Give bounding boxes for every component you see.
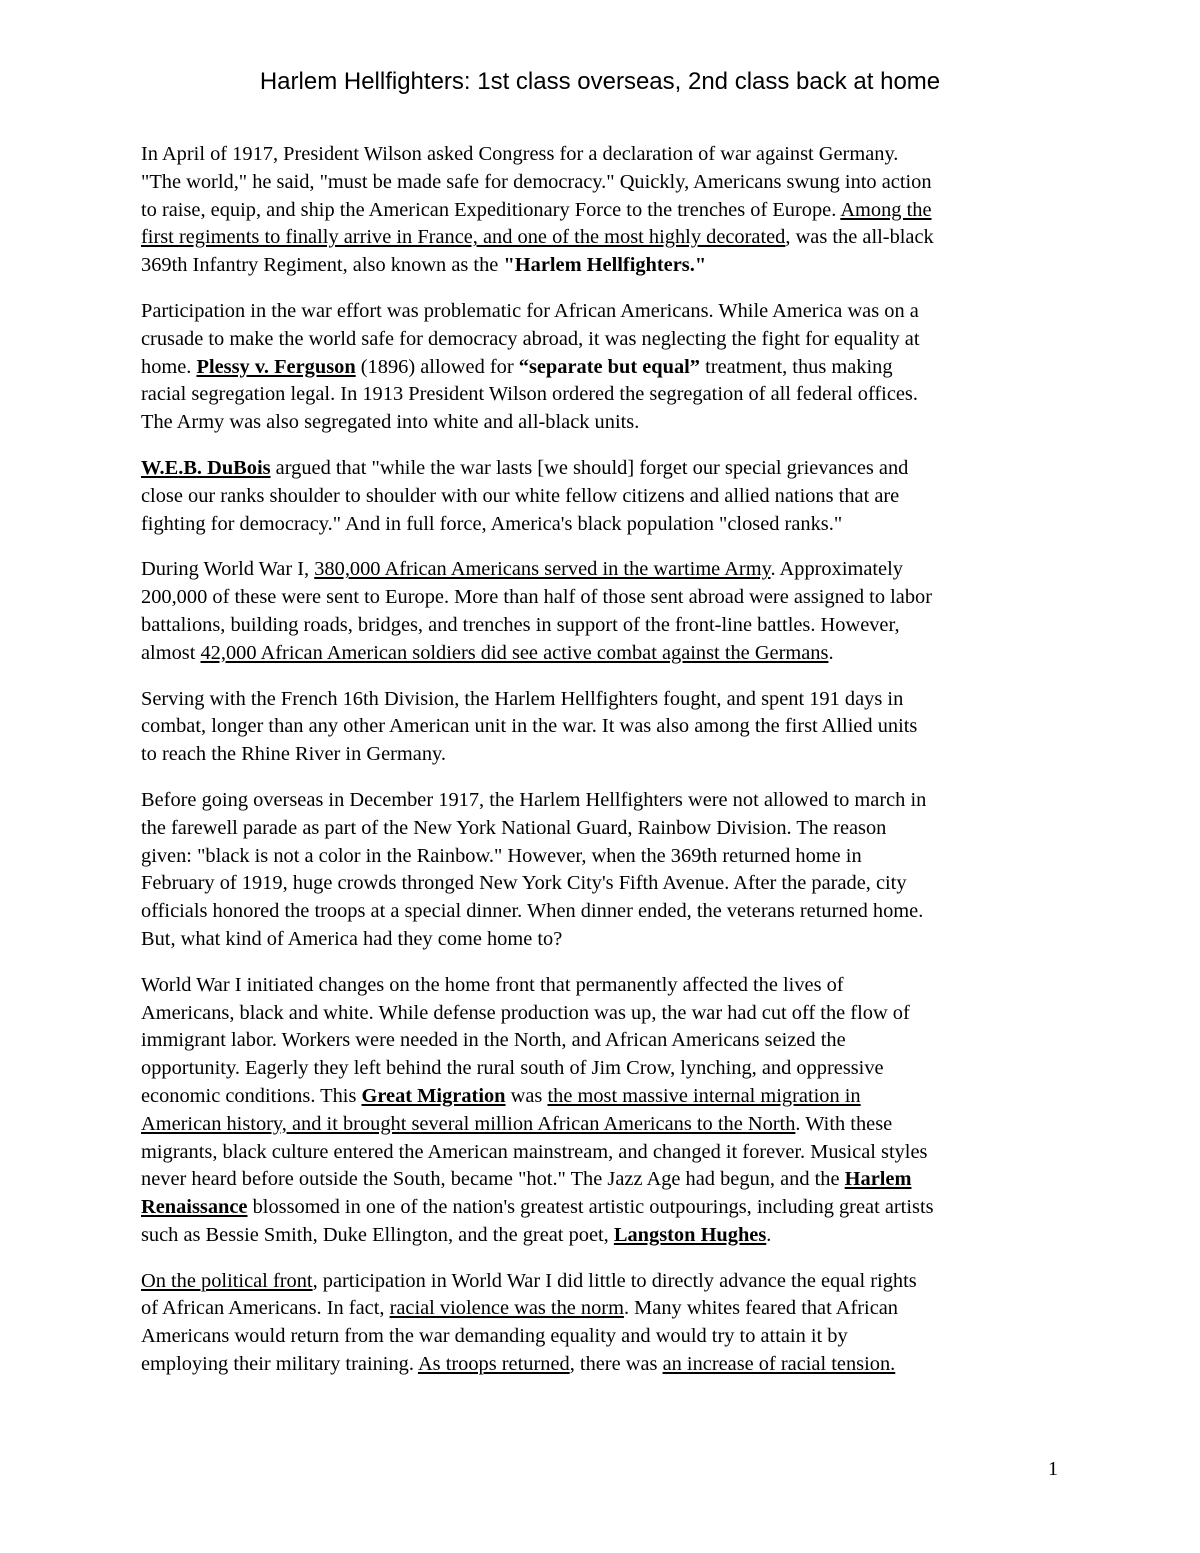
- paragraph-2: [141, 298, 1061, 437]
- underlined-text: Great Migration: [361, 1084, 506, 1107]
- text-line: [141, 354, 1061, 382]
- underlined-text: the most massive internal migration in: [547, 1084, 861, 1107]
- text-line: [141, 197, 1061, 225]
- text-segment: blossomed in one of the nation's greatest artistic outpourings, including great artists: [247, 1196, 934, 1219]
- document-title: Harlem Hellfighters: 1st class overseas, 2nd class back at home: [259, 68, 941, 95]
- text-segment: to raise, equip, and ship the American Expeditionary Force to the trenches of Europe.: [141, 198, 841, 221]
- text-segment: the farewell parade as part of the New York National Guard, Rainbow Division. The reason: [141, 816, 887, 839]
- text-segment: Americans, black and white. While defense production was up, the war had cut off the flow of: [141, 1001, 910, 1024]
- text-segment: economic conditions. This: [141, 1084, 362, 1107]
- text-line: [141, 898, 1061, 926]
- text-line: [141, 1222, 1061, 1250]
- underlined-text: first regiments to finally arrive in France, and one of the most highly decorated: [141, 226, 786, 249]
- text-line: [141, 326, 1061, 354]
- text-segment: argued that "while the war lasts [we should] forget our special grievances and: [270, 456, 909, 479]
- underlined-text: On the political front: [141, 1269, 313, 1292]
- text-segment: employing their military training.: [141, 1353, 418, 1376]
- text-line: [141, 298, 1061, 326]
- text-line: [141, 381, 1061, 409]
- text-line: [141, 1083, 1061, 1111]
- text-segment: During World War I,: [141, 558, 315, 581]
- underlined-text: Harlem: [844, 1168, 912, 1191]
- underlined-text: Renaissance: [141, 1196, 248, 1219]
- text-line: [141, 843, 1061, 871]
- text-segment: , participation in World War I did little to directly advance the equal rights: [312, 1269, 917, 1292]
- text-line: [141, 455, 1061, 483]
- text-line: [141, 640, 1061, 668]
- text-segment: opportunity. Eagerly they left behind the rural south of Jim Crow, lynching, and oppressive: [141, 1057, 884, 1080]
- text-line: [141, 1323, 1061, 1351]
- text-segment: . Approximately: [770, 558, 903, 581]
- bold-text: "Harlem Hellfighters.": [503, 254, 707, 277]
- text-line: [141, 1111, 1061, 1139]
- text-segment: close our ranks shoulder to shoulder with our white fellow citizens and allied nations that are: [141, 484, 900, 507]
- underlined-text: American history, and it brought several million African Americans to the North: [141, 1112, 796, 1135]
- text-segment: .: [828, 641, 834, 664]
- text-segment: treatment, thus making: [700, 355, 893, 378]
- text-line: [141, 1194, 1061, 1222]
- text-segment: Participation in the war effort was problematic for African Americans. While America was on a: [141, 299, 919, 322]
- text-line: [141, 1027, 1061, 1055]
- text-segment: of African Americans. In fact,: [141, 1297, 390, 1320]
- text-segment: . Many whites feared that African: [623, 1297, 899, 1320]
- underlined-text: 380,000 African Americans served in the wartime Army: [314, 558, 771, 581]
- page-number: 1: [1048, 1458, 1058, 1480]
- paragraph-3: [141, 455, 1061, 538]
- text-line: [141, 926, 1061, 954]
- paragraph-4: [141, 556, 1061, 667]
- text-segment: combat, longer than any other American unit in the war. It was also among the first Allied units: [141, 715, 918, 738]
- underlined-text: an increase of racial tension.: [662, 1353, 896, 1376]
- text-segment: Americans would return from the war demanding equality and would try to attain it by: [141, 1325, 848, 1348]
- text-segment: migrants, black culture entered the American mainstream, and changed it forever. Musical styles: [141, 1140, 928, 1163]
- text-segment: home.: [141, 355, 197, 378]
- paragraph-6: [141, 787, 1061, 954]
- text-line: [141, 224, 1061, 252]
- text-line: [141, 1268, 1061, 1296]
- document-body: [141, 141, 1061, 1397]
- underlined-text: Plessy v. Ferguson: [196, 355, 356, 378]
- text-segment: In April of 1917, President Wilson asked Congress for a declaration of war against Germany.: [141, 143, 899, 165]
- text-line: [141, 787, 1061, 815]
- text-segment: February of 1919, huge crowds thronged New York City's Fifth Avenue. After the parade, city: [141, 872, 907, 895]
- bold-text: “separate but equal”: [518, 355, 701, 378]
- text-line: [141, 815, 1061, 843]
- text-segment: officials honored the troops at a special dinner. When dinner ended, the veterans returned home.: [141, 900, 924, 923]
- text-segment: 200,000 of these were sent to Europe. More than half of those sent abroad were assigned to labor: [141, 586, 933, 609]
- text-segment: But, what kind of America had they come home to?: [141, 927, 563, 950]
- underlined-text: Langston Hughes: [613, 1223, 767, 1246]
- text-segment: , was the all-black: [785, 226, 934, 249]
- text-segment: never heard before outside the South, became "hot." The Jazz Age had begun, and the: [141, 1168, 845, 1191]
- text-line: [141, 141, 1061, 169]
- text-line: [141, 870, 1061, 898]
- underlined-text: Among the: [840, 198, 932, 221]
- underlined-text: 42,000 African American soldiers did see active combat against the Germans: [200, 641, 829, 664]
- text-line: [141, 1166, 1061, 1194]
- text-segment: The Army was also segregated into white and all-black units.: [141, 411, 640, 434]
- text-segment: "The world," he said, "must be made safe for democracy." Quickly, Americans swung into action: [141, 170, 932, 193]
- text-line: [141, 584, 1061, 612]
- text-line: [141, 556, 1061, 584]
- text-segment: was: [505, 1084, 548, 1107]
- text-line: [141, 1295, 1061, 1323]
- text-segment: to reach the Rhine River in Germany.: [141, 743, 447, 766]
- paragraph-1: [141, 141, 1061, 280]
- paragraph-7: [141, 972, 1061, 1250]
- text-line: [141, 483, 1061, 511]
- underlined-text: racial violence was the norm: [389, 1297, 624, 1320]
- text-line: [141, 972, 1061, 1000]
- text-segment: racial segregation legal. In 1913 President Wilson ordered the segregation of all federal offices.: [141, 383, 918, 406]
- text-segment: such as Bessie Smith, Duke Ellington, and the great poet,: [141, 1223, 614, 1246]
- text-segment: crusade to make the world safe for democracy abroad, it was neglecting the fight for equality at: [141, 327, 920, 350]
- text-segment: Serving with the French 16th Division, the Harlem Hellfighters fought, and spent 191 days in: [141, 687, 904, 710]
- paragraph-5: [141, 686, 1061, 769]
- underlined-text: W.E.B. DuBois: [141, 456, 271, 479]
- text-line: [141, 1139, 1061, 1167]
- paragraph-8: [141, 1268, 1061, 1379]
- text-segment: Before going overseas in December 1917, the Harlem Hellfighters were not allowed to march in: [141, 788, 927, 811]
- text-line: [141, 741, 1061, 769]
- text-line: [141, 713, 1061, 741]
- text-segment: . With these: [795, 1112, 893, 1135]
- text-segment: immigrant labor. Workers were needed in the North, and African Americans seized the: [141, 1029, 846, 1052]
- text-segment: battalions, building roads, bridges, and trenches in support of the front-line battles. However,: [141, 613, 900, 636]
- text-line: [141, 409, 1061, 437]
- text-segment: (1896) allowed for: [355, 355, 519, 378]
- text-line: [141, 1000, 1061, 1028]
- text-segment: , there was: [569, 1353, 663, 1376]
- text-line: [141, 252, 1061, 280]
- text-line: [141, 511, 1061, 539]
- text-line: [141, 1055, 1061, 1083]
- text-segment: given: "black is not a color in the Rainbow." However, when the 369th returned home in: [141, 844, 862, 867]
- text-line: [141, 686, 1061, 714]
- text-line: [141, 612, 1061, 640]
- text-segment: almost: [141, 641, 201, 664]
- text-line: [141, 1351, 1061, 1379]
- text-segment: 369th Infantry Regiment, also known as the: [141, 254, 504, 277]
- text-segment: World War I initiated changes on the home front that permanently affected the lives of: [141, 973, 844, 996]
- text-line: [141, 169, 1061, 197]
- text-segment: .: [766, 1223, 772, 1246]
- text-segment: fighting for democracy." And in full force, America's black population "closed ranks.": [141, 512, 843, 535]
- underlined-text: As troops returned: [417, 1353, 570, 1376]
